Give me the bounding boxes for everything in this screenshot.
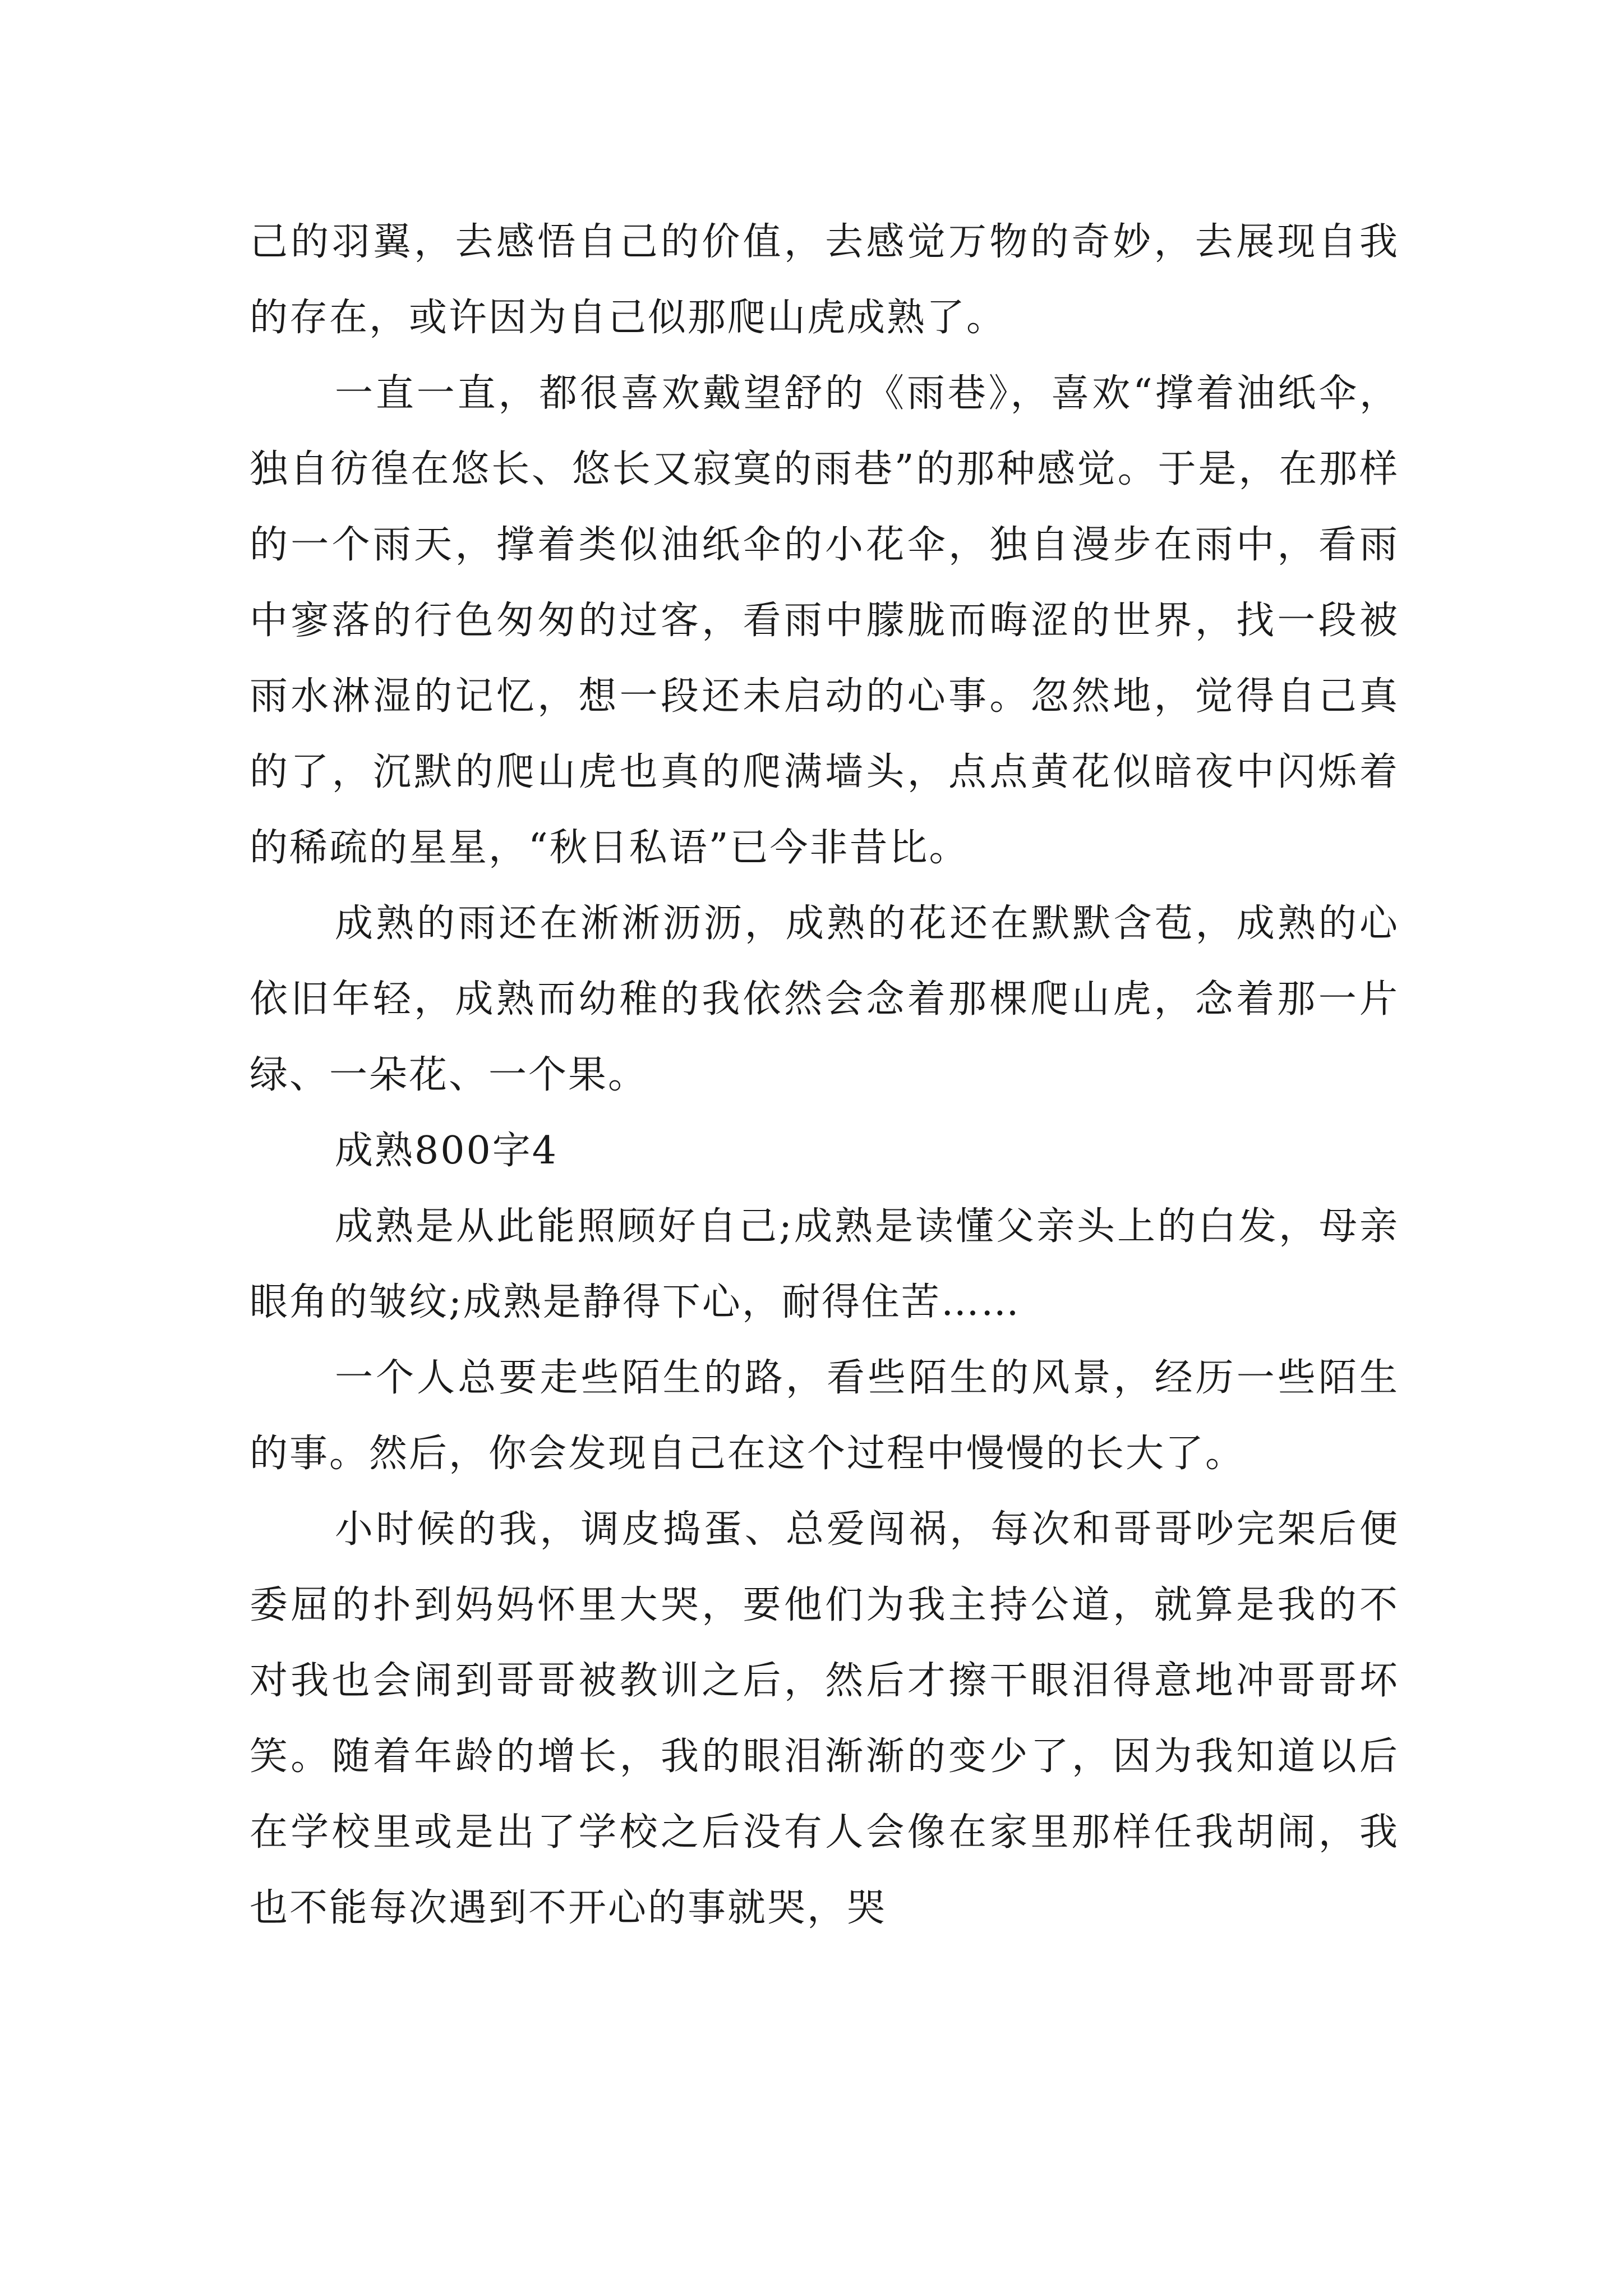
paragraph-strange-road: 一个人总要走些陌生的路，看些陌生的风景，经历一些陌生的事。然后，你会发现自己在这个过程中慢慢的长大了。 bbox=[250, 1356, 1399, 1476]
section-heading: 成熟800字4 bbox=[335, 1129, 559, 1173]
paragraph-childhood: 小时候的我，调皮捣蛋、总爱闯祸，每次和哥哥吵完架后便委屈的扑到妈妈怀里大哭，要他们为我主持公道，就算是我的不对我也会闹到哥哥被教训之后，然后才擦干眼泪得意地冲哥哥坏笑。随着年龄的增长，我的眼泪渐渐的变少了，因为我知道以后在学校里或是出了学校之后没有人会像在家里那样任我胡闹，我也不能每次遇到不开心的事就哭，哭 bbox=[250, 1507, 1399, 1930]
paragraph-continuation: 己的羽翼，去感悟自己的价值，去感觉万物的奇妙，去展现自我的存在，或许因为自己似那爬山虎成熟了。 bbox=[250, 220, 1399, 340]
paragraph-care-self: 成熟是从此能照顾好自己;成熟是读懂父亲头上的白发，母亲眼角的皱纹;成熟是静得下心，耐得住苦…… bbox=[250, 1204, 1399, 1324]
paragraph-mature-rain: 成熟的雨还在淅淅沥沥，成熟的花还在默默含苞，成熟的心依旧年轻，成熟而幼稚的我依然会念着那棵爬山虎，念着那一片绿、一朵花、一个果。 bbox=[250, 901, 1399, 1097]
paragraph-rain-alley: 一直一直，都很喜欢戴望舒的《雨巷》，喜欢“撑着油纸伞，独自彷徨在悠长、悠长又寂寞的雨巷”的那种感觉。于是，在那样的一个雨天，撑着类似油纸伞的小花伞，独自漫步在雨中，看雨中寥落的行色匆匆的过客，看雨中朦胧而晦涩的世界，找一段被雨水淋湿的记忆，想一段还未启动的心事。忽然地，觉得自己真的了，沉默的爬山虎也真的爬满墙头，点点黄花似暗夜中闪烁着的稀疏的星星，“秋日私语”已今非昔比。 bbox=[250, 371, 1399, 870]
document-body bbox=[250, 204, 1399, 1946]
